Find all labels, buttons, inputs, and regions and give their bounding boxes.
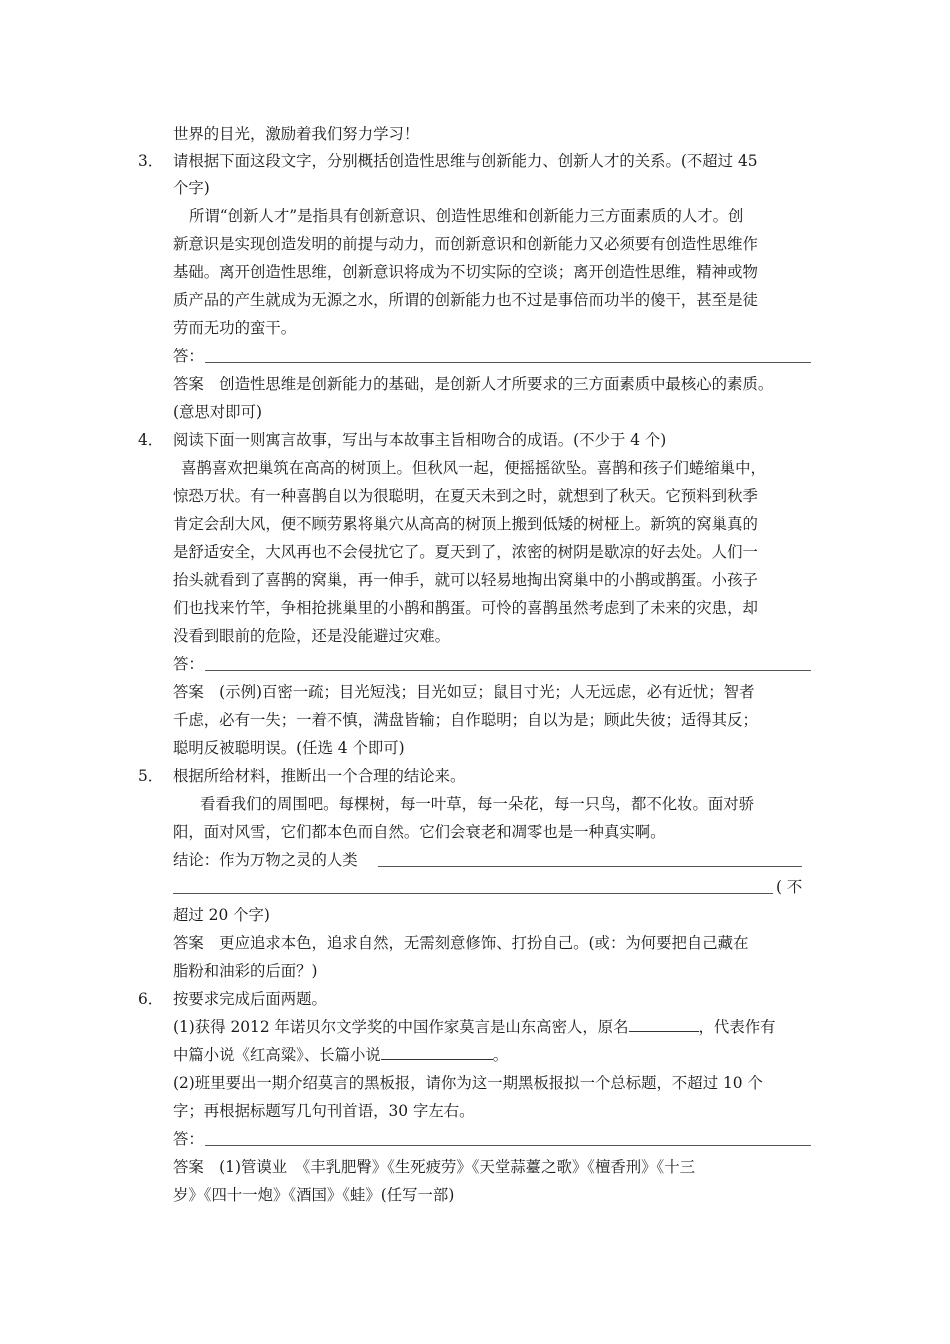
- subquestion-2: (2)班里要出一期介绍莫言的黑板报，请你为这一期黑板报拟一个总标题，不超过 10 个: [173, 1074, 763, 1092]
- question-3-prompt: 请根据下面这段文字，分别概括创造性思维与创新能力、创新人才的关系。(不超过 45: [173, 152, 758, 170]
- passage-line: 新意识是实现创造发明的前提与动力，而创新意识和创新能力又必须要有创造性思维作: [173, 235, 758, 253]
- novel-title-blank[interactable]: [381, 1045, 493, 1060]
- answer-key-cont: (意思对即可): [173, 403, 262, 421]
- passage-line: 所谓“创新人才”是指具有创新意识、创造性思维和创新能力三方面素质的人才。创: [189, 207, 744, 225]
- passage-line: 阳，面对风雪，它们都本色而自然。它们会衰老和凋零也是一种真实啊。: [173, 823, 666, 841]
- answer-label: 答：: [173, 1130, 204, 1148]
- passage-line: 们也找来竹竿，争相抢挑巢里的小鹊和鹊蛋。可怜的喜鹊虽然考虑到了未来的灾患，却: [173, 599, 758, 617]
- answer-key-cont: 岁》《四十一炮》《酒国》《蛙》(任写一部): [173, 1186, 455, 1204]
- question-3-prompt-cont: 个字): [173, 179, 210, 197]
- question-number-6: 6．: [138, 990, 164, 1008]
- passage-line: 没看到眼前的危险，还是没能避过灾难。: [173, 627, 451, 645]
- answer-label: 答：: [173, 655, 204, 673]
- word-limit-note-cont: 超过 20 个字): [173, 906, 270, 924]
- answer-key-cont: 脂粉和油彩的后面？): [173, 962, 318, 980]
- conclusion-label: 结论：作为万物之灵的人类: [173, 851, 358, 869]
- question-4-prompt: 阅读下面一则寓言故事，写出与本故事主旨相吻合的成语。(不少于 4 个): [173, 431, 667, 449]
- question-number-4: 4．: [138, 431, 164, 449]
- question-number-5: 5．: [138, 767, 164, 785]
- passage-line: 劳而无功的蛮干。: [173, 319, 297, 337]
- passage-line: 是舒适安全，大风再也不会侵扰它了。夏天到了，浓密的树阴是歇凉的好去处。人们一: [173, 543, 758, 561]
- subquestion-1-text-cont: ，代表作有: [698, 1018, 776, 1036]
- passage-line: 抬头就看到了喜鹊的窝巢，再一伸手，就可以轻易地掏出窝巢中的小鹊或鹊蛋。小孩子: [173, 571, 758, 589]
- passage-line: 看看我们的周围吧。每棵树，每一叶草，每一朵花，每一只鸟，都不化妆。面对骄: [200, 795, 755, 813]
- subquestion-2-cont: 字；再根据标题写几句刊首语，30 字左右。: [173, 1102, 475, 1120]
- subquestion-1-line-2: [173, 1045, 508, 1065]
- original-name-blank[interactable]: [629, 1017, 699, 1032]
- subquestion-1-text: 中篇小说《红高粱》、长篇小说: [173, 1046, 381, 1064]
- answer-key: 答案 (1)管谟业 《丰乳肥臀》《生死疲劳》《天堂蒜薹之歌》《檀香刑》《十三: [173, 1158, 695, 1176]
- question-number-3: 3．: [138, 152, 164, 170]
- conclusion-blank-line: [378, 866, 802, 867]
- answer-key-cont: 千虑，必有一失；一着不慎，满盘皆输；自作聪明；自以为是；顾此失彼；适得其反；: [173, 711, 758, 729]
- answer-blank-line: [205, 1145, 811, 1146]
- passage-line: 基础。离开创造性思维，创新意识将成为不切实际的空谈；离开创造性思维，精神或物: [173, 263, 758, 281]
- subquestion-1-text-end: 。: [492, 1046, 509, 1064]
- answer-label: 答：: [173, 347, 204, 365]
- passage-line: 肯定会刮大风，便不顾劳累将巢穴从高高的树顶上搬到低矮的树桠上。新筑的窝巢真的: [173, 515, 758, 533]
- word-limit-note: ( 不: [776, 878, 803, 896]
- conclusion-blank-line-2: [173, 893, 773, 894]
- answer-key: 答案 更应追求本色，追求自然，无需刻意修饰、打扮自己。(或：为何要把自己藏在: [173, 934, 749, 952]
- text-line: 世界的目光，激励着我们努力学习！: [173, 125, 420, 143]
- question-5-prompt: 根据所给材料，推断出一个合理的结论来。: [173, 767, 466, 785]
- passage-line: 喜鹊喜欢把巢筑在高高的树顶上。但秋风一起，便摇摇欲坠。喜鹊和孩子们蜷缩巢中，: [181, 459, 766, 477]
- answer-blank-line: [205, 362, 811, 363]
- subquestion-1-text: (1)获得 2012 年诺贝尔文学奖的中国作家莫言是山东高密人，原名: [173, 1018, 629, 1036]
- answer-key-cont: 聪明反被聪明误。(任选 4 个即可): [173, 739, 405, 757]
- answer-blank-line: [205, 670, 811, 671]
- passage-line: 质产品的产生就成为无源之水，所谓的创新能力也不过是事倍而功半的傻干，甚至是徒: [173, 291, 758, 309]
- answer-key: 答案 创造性思维是创新能力的基础，是创新人才所要求的三方面素质中最核心的素质。: [173, 375, 774, 393]
- question-6-prompt: 按要求完成后面两题。: [173, 990, 327, 1008]
- subquestion-1: [173, 1017, 776, 1037]
- passage-line: 惊恐万状。有一种喜鹊自以为很聪明，在夏天未到之时，就想到了秋天。它预料到秋季: [173, 487, 758, 505]
- answer-key: 答案 (示例)百密一疏；目光短浅；目光如豆；鼠目寸光；人无远虑，必有近忧；智者: [173, 683, 755, 701]
